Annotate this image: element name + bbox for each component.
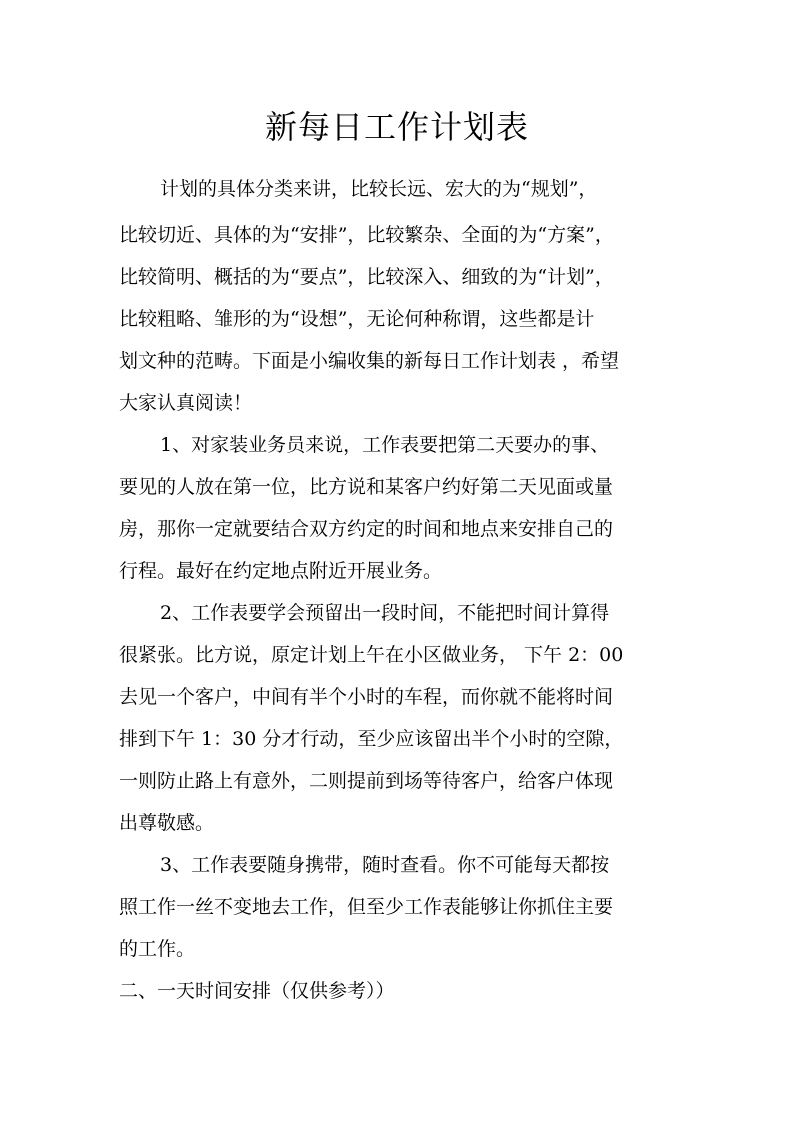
paragraph-line: 的工作。 [119,938,196,960]
paragraph-line: 房，那你一定就要结合双方约定的时间和地点来安排自己的 [119,518,614,540]
paragraph-line: 去见一个客户，中间有半个小时的车程，而你就不能将时间 [119,686,614,708]
paragraph-line: 照工作一丝不变地去工作，但至少工作表能够让你抓住主要 [119,896,614,918]
section-heading: 二、一天时间安排（仅供参考）） [119,980,395,1002]
paragraph-line: 行程。最好在约定地点附近开展业务。 [119,560,443,582]
paragraph-line: 1、对家装业务员来说，工作表要把第二天要办的事、 [160,434,610,456]
paragraph-line: 大家认真阅读！ [119,392,253,414]
paragraph-line: 计划的具体分类来讲，比较长远、宏大的为“规划”， [160,178,598,200]
document-title: 新每日工作计划表 [264,108,529,146]
paragraph-line: 很紧张。比方说，原定计划上午在小区做业务， 下午 2：00 [119,644,624,666]
paragraph-line: 出尊敬感。 [119,812,215,834]
paragraph-line: 2、工作表要学会预留出一段时间，不能把时间计算得 [160,602,610,624]
paragraph-line: 排到下午 1：30 分才行动，至少应该留出半个小时的空隙， [119,728,624,750]
paragraph-line: 比较粗略、雏形的为“设想”，无论何种称谓，这些都是计 [119,308,595,330]
paragraph-line: 要见的人放在第一位，比方说和某客户约好第二天见面或量 [119,476,614,498]
paragraph-line: 比较简明、概括的为“要点”，比较深入、细致的为“计划”， [119,266,614,288]
paragraph-line: 比较切近、具体的为“安排”，比较繁杂、全面的为“方案”， [119,224,614,246]
paragraph-line: 3、工作表要随身携带，随时查看。你不可能每天都按 [160,854,610,876]
paragraph-line: 一则防止路上有意外，二则提前到场等待客户，给客户体现 [119,770,614,792]
paragraph-line: 划文种的范畴。下面是小编收集的新每日工作计划表 ，希望 [119,350,620,372]
